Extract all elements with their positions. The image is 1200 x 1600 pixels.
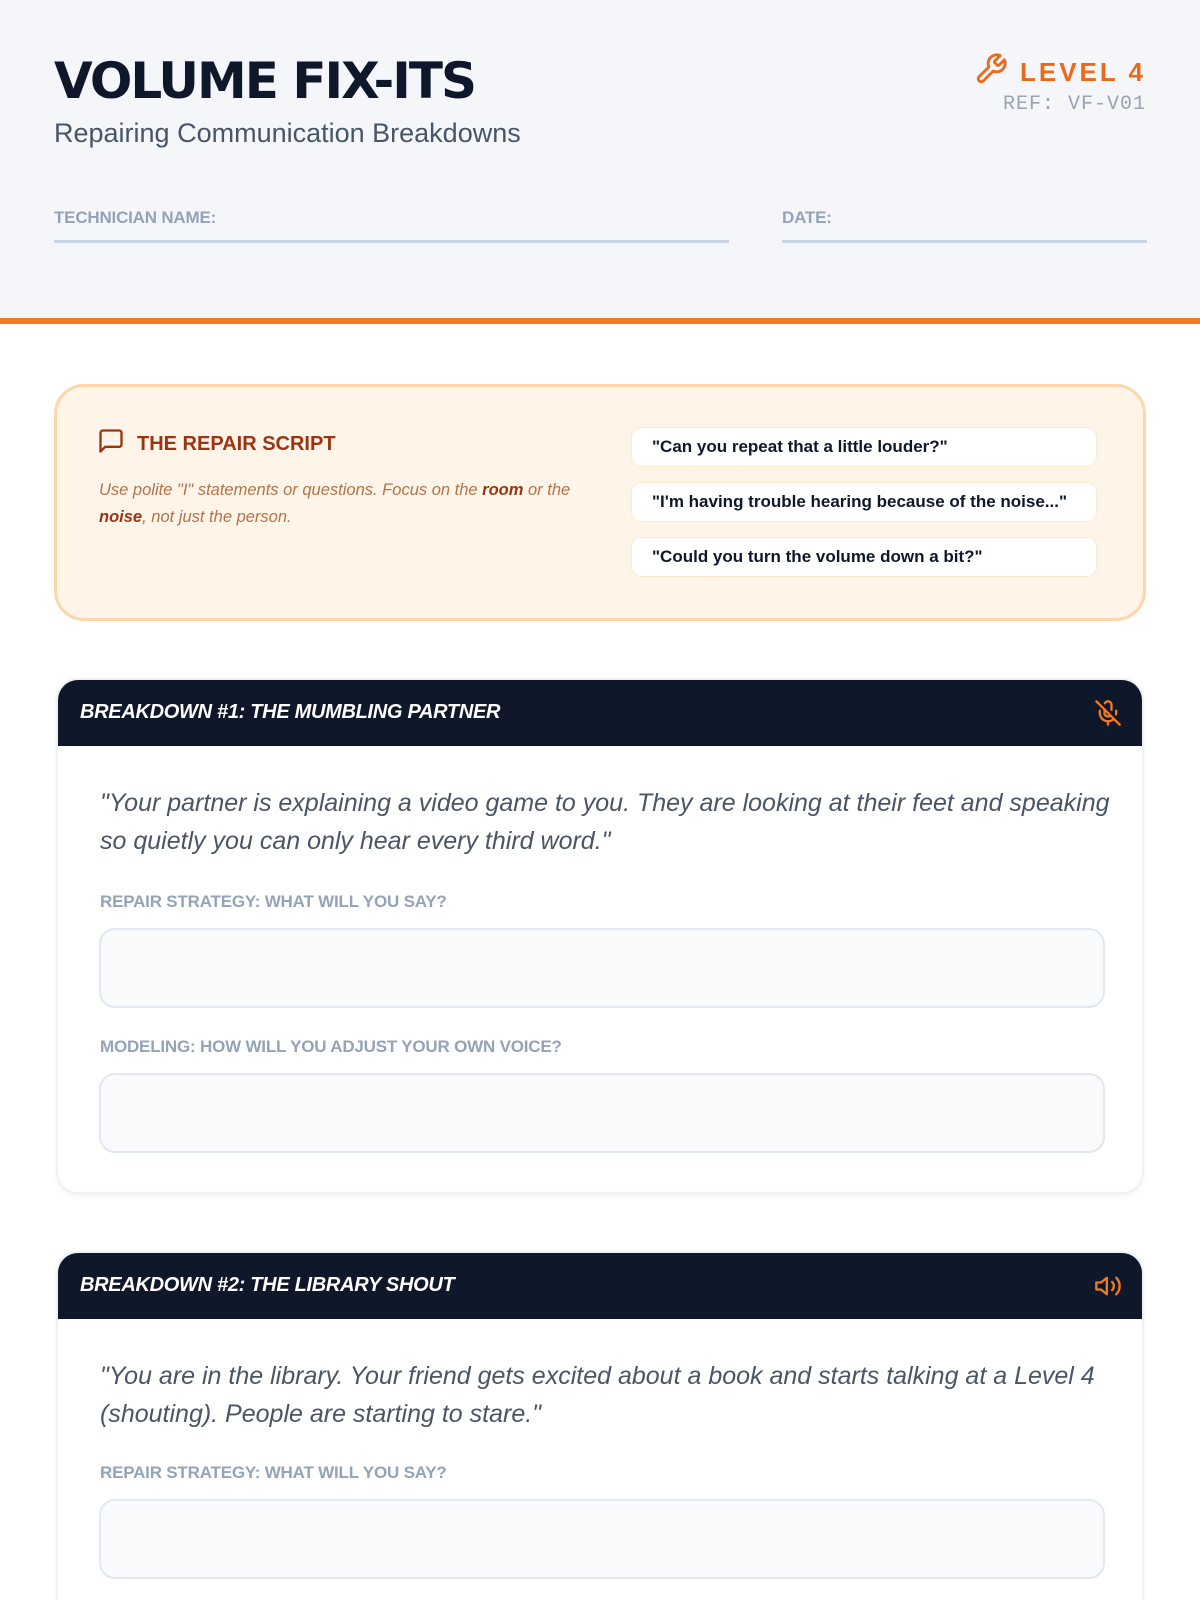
repair-script-box xyxy=(54,384,1146,621)
repair-script-description: Use polite "I" statements or questions. Focus on the room or the noise, not just the person. xyxy=(99,481,571,526)
breakdown-card-2 xyxy=(56,1251,1144,1600)
modeling-label: MODELING: HOW WILL YOU ADJUST YOUR OWN VOICE? xyxy=(100,1037,562,1056)
page-title: VOLUME FIX-ITS xyxy=(54,52,476,110)
level-badge xyxy=(974,52,1146,93)
date-field[interactable] xyxy=(782,240,1147,243)
breakdown-card-header xyxy=(58,680,1142,746)
repair-script-heading xyxy=(97,427,336,461)
speaker-loud-icon xyxy=(1094,1272,1122,1300)
technician-name-field[interactable] xyxy=(54,240,729,243)
worksheet-header xyxy=(0,0,1200,324)
repair-strategy-input[interactable] xyxy=(99,1499,1105,1579)
reference-code: REF: VF-V01 xyxy=(1002,93,1146,116)
technician-name-label: TECHNICIAN NAME: xyxy=(54,208,217,227)
repair-strategy-label: REPAIR STRATEGY: WHAT WILL YOU SAY? xyxy=(100,1463,447,1482)
modeling-input[interactable] xyxy=(99,1073,1105,1153)
repair-strategy-label: REPAIR STRATEGY: WHAT WILL YOU SAY? xyxy=(100,892,447,911)
script-phrase: "Could you turn the volume down a bit?" xyxy=(631,537,1097,577)
breakdown-title: BREAKDOWN #1: THE MUMBLING PARTNER xyxy=(80,701,501,723)
repair-strategy-input[interactable] xyxy=(99,928,1105,1008)
script-phrase: "Can you repeat that a little louder?" xyxy=(631,427,1097,467)
date-label: DATE: xyxy=(782,208,832,227)
scenario-text: "Your partner is explaining a video game to you. They are looking at their feet and speaking so quietly you can only hear every third word." xyxy=(100,789,1110,855)
scenario-text: "You are in the library. Your friend gets excited about a book and starts talking at a Level 4 (shouting). People are starting to stare." xyxy=(100,1362,1095,1428)
breakdown-title: BREAKDOWN #2: THE LIBRARY SHOUT xyxy=(80,1274,455,1296)
wrench-icon xyxy=(974,52,1008,93)
repair-script-title: THE REPAIR SCRIPT xyxy=(137,432,336,455)
mic-off-icon xyxy=(1094,699,1122,727)
breakdown-card-1 xyxy=(56,678,1144,1194)
chat-bubble-icon xyxy=(97,427,125,461)
page-subtitle: Repairing Communication Breakdowns xyxy=(54,118,521,148)
level-label: LEVEL 4 xyxy=(1019,57,1146,87)
breakdown-card-header xyxy=(58,1253,1142,1319)
script-phrase: "I'm having trouble hearing because of the noise..." xyxy=(631,482,1097,522)
